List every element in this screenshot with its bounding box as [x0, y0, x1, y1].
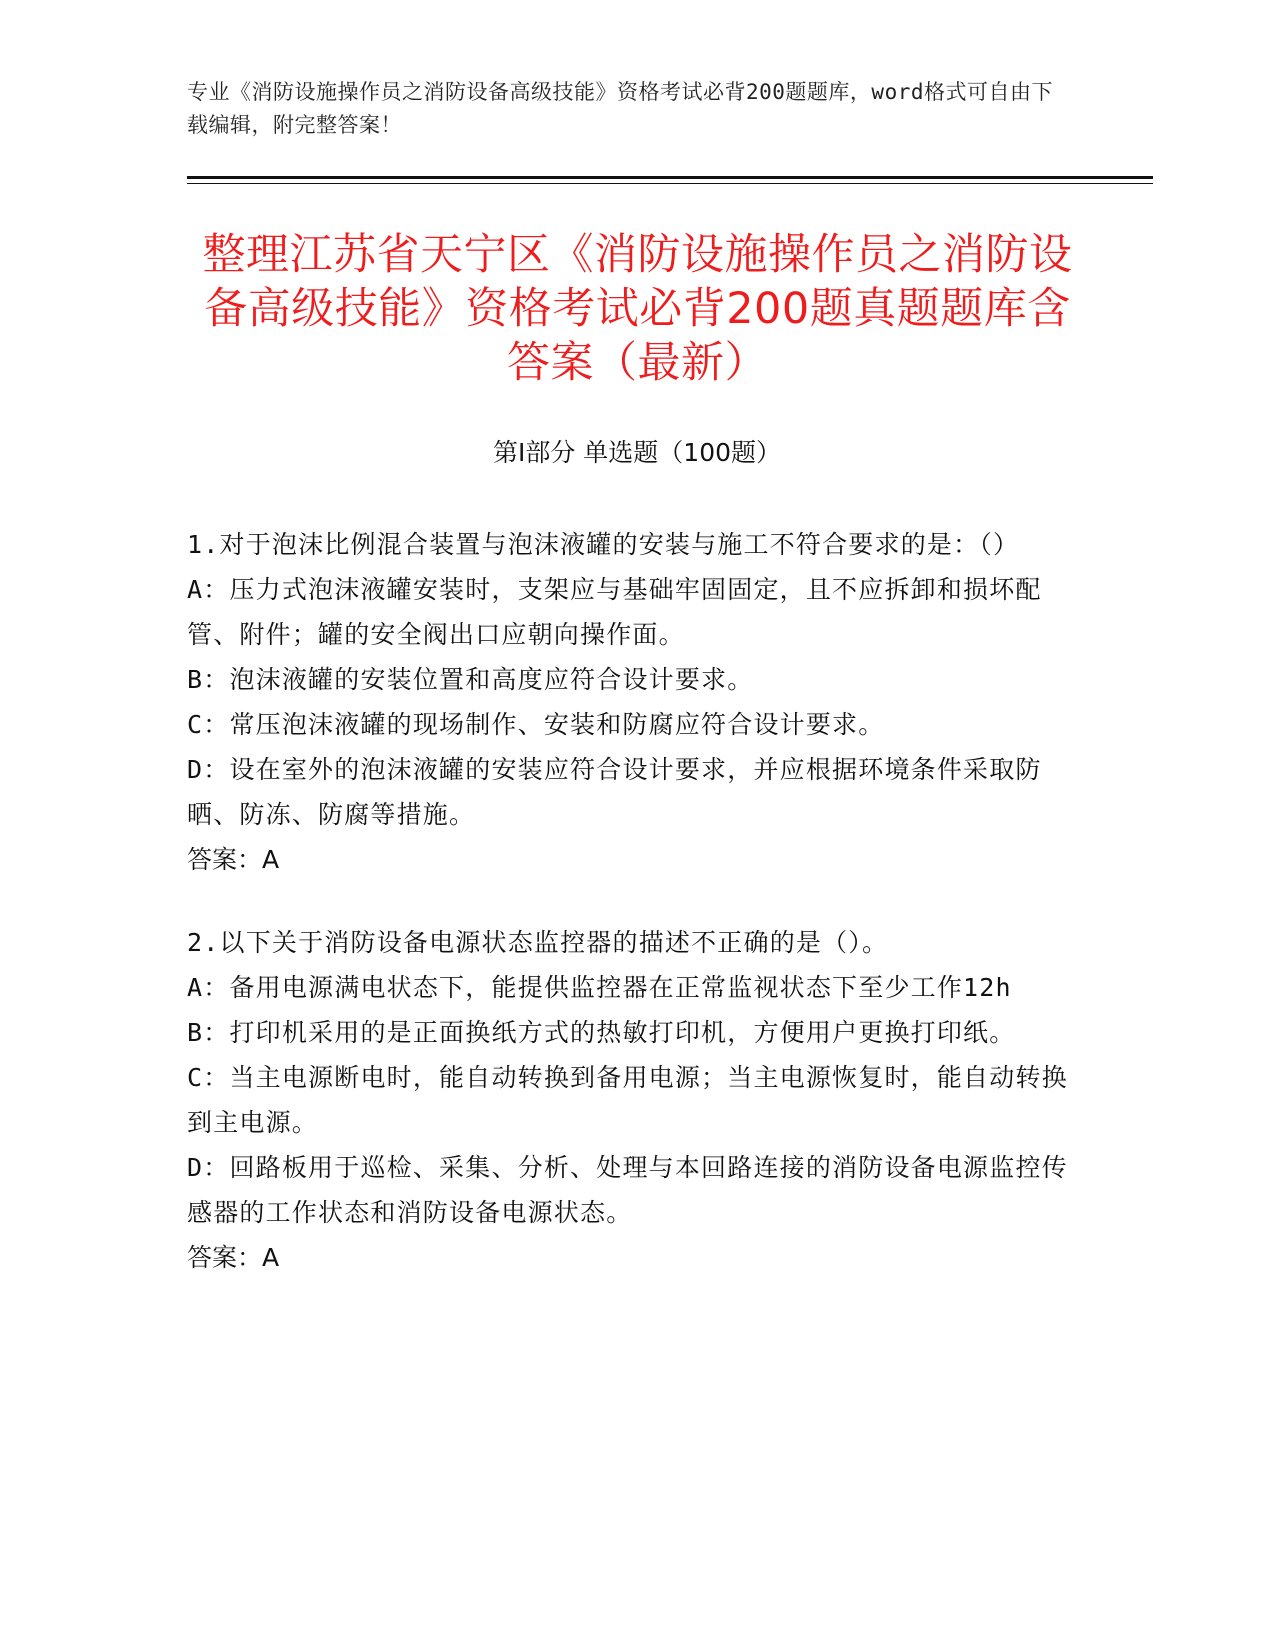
- question-stem: 1.对于泡沫比例混合装置与泡沫液罐的安装与施工不符合要求的是：（）: [187, 530, 1020, 559]
- document-title: 整理江苏省天宁区《消防设施操作员之消防设备高级技能》资格考试必背200题真题题库含答案（最新）: [202, 230, 1073, 388]
- option-a: A：压力式泡沫液罐安装时，支架应与基础牢固固定，且不应拆卸和损坏配管、附件；罐的安全阀出口应朝向操作面。: [187, 575, 1042, 649]
- question-item: [187, 920, 1077, 1280]
- option-c: C：当主电源断电时，能自动转换到备用电源；当主电源恢复时，能自动转换到主电源。: [187, 1063, 1068, 1137]
- option-a: A：备用电源满电状态下，能提供监控器在正常监视状态下至少工作12h: [187, 973, 1012, 1002]
- header-divider-thin: [187, 183, 1153, 184]
- option-c: C：常压泡沫液罐的现场制作、安装和防腐应符合设计要求。: [187, 710, 885, 739]
- answer-line: 答案：A: [187, 845, 280, 874]
- section-title: 第Ⅰ部分 单选题（100题）: [492, 438, 782, 467]
- option-b: B：打印机采用的是正面换纸方式的热敏打印机，方便用户更换打印纸。: [187, 1018, 1016, 1047]
- option-d: D：回路板用于巡检、采集、分析、处理与本回路连接的消防设备电源监控传感器的工作状态和消防设备电源状态。: [187, 1153, 1068, 1227]
- header-divider-thick: [187, 176, 1153, 179]
- answer-line: 答案：A: [187, 1243, 280, 1272]
- question-list: [187, 522, 1077, 1280]
- header-note: 专业《消防设施操作员之消防设备高级技能》资格考试必背200题题库，word格式可自由下载编辑，附完整答案！: [187, 80, 1053, 137]
- question-stem: 2.以下关于消防设备电源状态监控器的描述不正确的是（）。: [187, 928, 889, 957]
- option-b: B：泡沫液罐的安装位置和高度应符合设计要求。: [187, 665, 754, 694]
- question-item: [187, 522, 1077, 882]
- option-d: D：设在室外的泡沫液罐的安装应符合设计要求，并应根据环境条件采取防晒、防冻、防腐等措施。: [187, 755, 1042, 829]
